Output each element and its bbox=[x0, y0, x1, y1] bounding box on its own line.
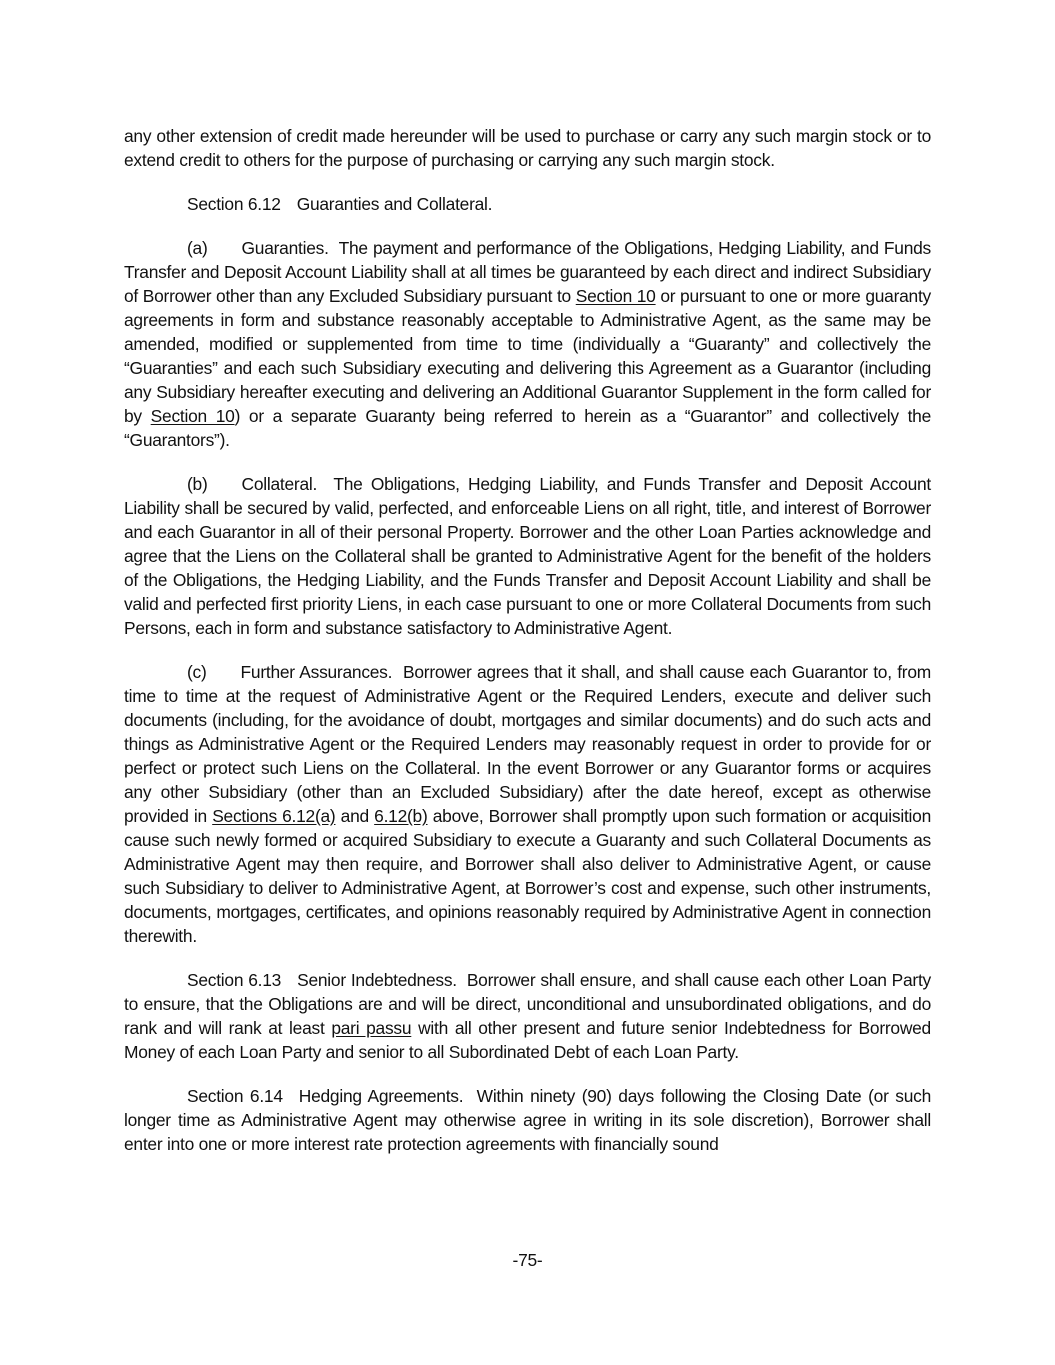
section-6-12-a-reference: Sections 6.12(a) bbox=[212, 806, 336, 826]
paragraph-6-12-a bbox=[124, 236, 931, 452]
section-10-reference: Section 10 bbox=[150, 406, 235, 426]
clause-label: (a) bbox=[187, 238, 208, 258]
paragraph-6-12-b bbox=[124, 472, 931, 640]
section-title: Guaranties and Collateral. bbox=[296, 194, 493, 214]
section-text: Borrower shall ensure, and shall cause each other Loan Party to ensure, that the Obligations are and will be direct, unconditional and unsubordinated obligations, and do rank and will rank at least bbox=[124, 970, 932, 1038]
document-body bbox=[124, 124, 931, 1176]
paragraph-6-14 bbox=[124, 1084, 931, 1156]
clause-heading: Collateral. bbox=[241, 474, 318, 494]
clause-label: (c) bbox=[187, 662, 207, 682]
section-10-reference: Section 10 bbox=[575, 286, 656, 306]
section-text: with all other present and future senior Indebtedness for Borrowed Money of each Loan Party and senior to all Subordinated Debt of each Loan Party. bbox=[124, 1018, 931, 1062]
clause-text: The payment and performance of the Obligations, Hedging Liability, and Funds Transfer and Deposit Account Liability shall at all times be guaranteed by each direct and indirect Subsidiary of Borrower other than any Excluded Subsidiary pursuant to bbox=[124, 238, 931, 306]
paragraph-continuation: any other extension of credit made hereunder will be used to purchase or carry any such margin stock or to extend credit to others for the purpose of purchasing or carrying any such margin stock. bbox=[124, 126, 931, 170]
clause-heading: Further Assurances. bbox=[240, 662, 393, 682]
section-6-12-heading bbox=[124, 192, 931, 216]
clause-text: ) or a separate Guaranty being referred to herein as a “Guarantor” and collectively the “Guarantors”). bbox=[124, 406, 932, 450]
paragraph-6-12-c bbox=[124, 660, 931, 948]
section-number: Section 6.13 bbox=[187, 970, 282, 990]
clause-heading: Guaranties. bbox=[241, 238, 329, 258]
section-heading: Senior Indebtedness. bbox=[297, 970, 457, 990]
page-number: -75- bbox=[512, 1250, 543, 1270]
paragraph-6-13 bbox=[124, 968, 931, 1064]
section-number: Section 6.12 bbox=[187, 194, 281, 214]
section-heading: Hedging Agreements. bbox=[298, 1086, 464, 1106]
clause-text: and bbox=[335, 806, 375, 826]
clause-text: Borrower agrees that it shall, and shall cause each Guarantor to, from time to time at the request of Administrative Agent or the Required Lenders, execute and deliver such documents (including, for the avoidance of doubt, mortgages and similar documents) and do such acts and things as Administrative Agent or the Required Lenders may reasonably request in order to provide for or perfect or protect such Liens on the Collateral. In the event Borrower or any Guarantor forms or acquires any other Subsidiary (other than an Excluded Subsidiary) after the date hereof, except as otherwise provided in bbox=[124, 662, 931, 826]
pari-passu-term: pari passu bbox=[331, 1018, 412, 1038]
section-6-12-b-reference: 6.12(b) bbox=[374, 806, 428, 826]
clause-text: or pursuant to one or more guaranty agreements in form and substance reasonably acceptable to Administrative Agent, as the same may be amended, modified or supplemented from time to time (individually a “Guaranty” and collectively the “Guaranties” and each such Subsidiary executing and delivering this Agreement as a Guarantor (including any Subsidiary hereafter executing and delivering an Additional Guarantor Supplement in the form called for by bbox=[124, 286, 932, 426]
section-text: Within ninety (90) days following the Closing Date (or such longer time as Administrative Agent may otherwise agree in writing in its sole discretion), Borrower shall enter into one or more interest rate protection agreements with financially sound bbox=[124, 1086, 931, 1154]
clause-label: (b) bbox=[187, 474, 208, 494]
clause-text: above, Borrower shall promptly upon such formation or acquisition cause such newly formed or acquired Subsidiary to execute a Guaranty and such Collateral Documents as Administrative Agent may then require, and Borrower shall also deliver to Administrative Agent, or cause such Subsidiary to deliver to Administrative Agent, at Borrower’s cost and expense, such other instruments, documents, mortgages, certificates, and opinions reasonably required by Administrative Agent in connection therewith. bbox=[124, 806, 931, 946]
clause-text: The Obligations, Hedging Liability, and Funds Transfer and Deposit Account Liability shall be secured by valid, perfected, and enforceable Liens on all right, title, and interest of Borrower and each Guarantor in all of their personal Property. Borrower and the other Loan Parties acknowledge and agree that the Liens on the Collateral shall be granted to Administrative Agent for the benefit of the holders of the Obligations, the Hedging Liability, and the Funds Transfer and Deposit Account Liability and shall be valid and perfected first priority Liens, in each case pursuant to one or more Collateral Documents from such Persons, each in form and substance satisfactory to Administrative Agent. bbox=[124, 474, 931, 638]
section-number: Section 6.14 bbox=[187, 1086, 283, 1106]
